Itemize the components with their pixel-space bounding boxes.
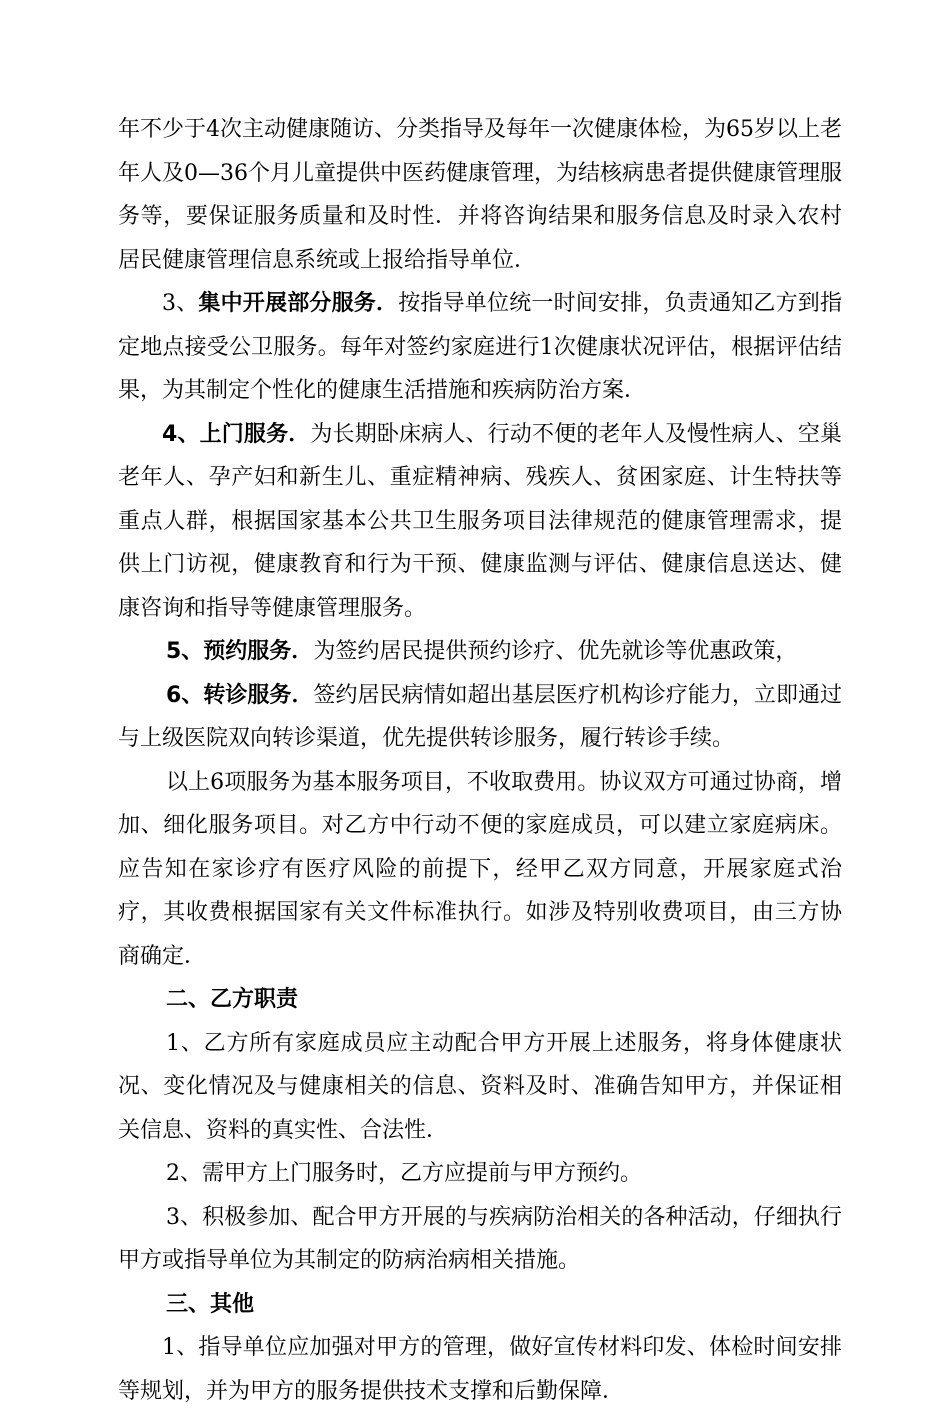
paragraph-health-followup: 年不少于4次主动健康随访、分类指导及每年一次健康体检，为65岁以上老年人及0—36个月儿童提供中医药健康管理，为结核病患者提供健康管理服务等，要保证服务质量和及时性．并将咨询结果和服务信息及时录入农村居民健康管理信息系统或上报给指导单位． [118, 117, 842, 273]
paragraph-party-b-cooperation: 1、乙方所有家庭成员应主动配合甲方开展上述服务，将身体健康状况、变化情况及与健康相关的信息、资料及时、准确告知甲方，并保证相关信息、资料的真实性、合法性． [118, 1030, 842, 1143]
section-heading-other: 三、其他 [166, 1291, 255, 1317]
paragraph-basic-services-fee: 以上6项服务为基本服务项目，不收取费用。协议双方可通过协商，增加、细化服务项目。对乙方中行动不便的家庭成员，可以建立家庭病床。应告知在家诊疗有医疗风险的前提下，经甲乙双方同意，开展家庭式治疗，其收费根据国家有关文件标准执行。如涉及特别收费项目，由三方协商确定． [118, 769, 842, 969]
document-body [118, 108, 842, 1413]
paragraph-party-b-appointment: 2、需甲方上门服务时，乙方应提前与甲方预约。 [166, 1161, 642, 1186]
section-heading-party-b-duties: 二、乙方职责 [166, 987, 299, 1012]
item-body-appointment-service: 为签约居民提供预约诊疗、优先就诊等优惠政策， [313, 639, 798, 664]
paragraph-guidance-unit-management: 1、指导单位应加强对甲方的管理，做好宣传材料印发、体检时间安排等规划，并为甲方的服务提供技术支撑和后勤保障． [118, 1335, 842, 1404]
item-body-referral-service: 签约居民病情如超出基层医疗机构诊疗能力，立即通过与上级医院双向转诊渠道，优先提供转诊服务，履行转诊手续。 [118, 682, 842, 751]
item-title-centralized-services: 集中开展部分服务． [198, 291, 399, 316]
paragraph-referral-service [118, 674, 842, 761]
item-body-centralized-services: 按指导单位统一时间安排，负责通知乙方到指定地点接受公卫服务。每年对签约家庭进行1次健康状况评估，根据评估结果，为其制定个性化的健康生活措施和疾病防治方案． [118, 291, 842, 403]
item-title-home-visit-service: 4、上门服务． [162, 421, 311, 447]
paragraph-appointment-service [118, 630, 842, 674]
item-title-referral-service: 6、转诊服务． [166, 682, 314, 708]
item-body-home-visit-service: 为长期卧床病人、行动不便的老年人及慢性病人、空巢老年人、孕产妇和新生儿、重症精神病、残疾人、贫困家庭、计生特扶等重点人群，根据国家基本公共卫生服务项目法律规范的健康管理需求，提供上门访视，健康教育和行为干预、健康监测与评估、健康信息送达、健康咨询和指导等健康管理服务。 [118, 421, 842, 621]
paragraph-party-b-activities: 3、积极参加、配合甲方开展的与疾病防治相关的各种活动，仔细执行甲方或指导单位为其制定的防病治病相关措施。 [118, 1204, 842, 1273]
item-number-3: 3、 [162, 291, 199, 316]
paragraph-home-visit-service [118, 413, 842, 631]
paragraph-centralized-services [118, 282, 842, 413]
item-title-appointment-service: 5、预约服务． [166, 639, 314, 664]
